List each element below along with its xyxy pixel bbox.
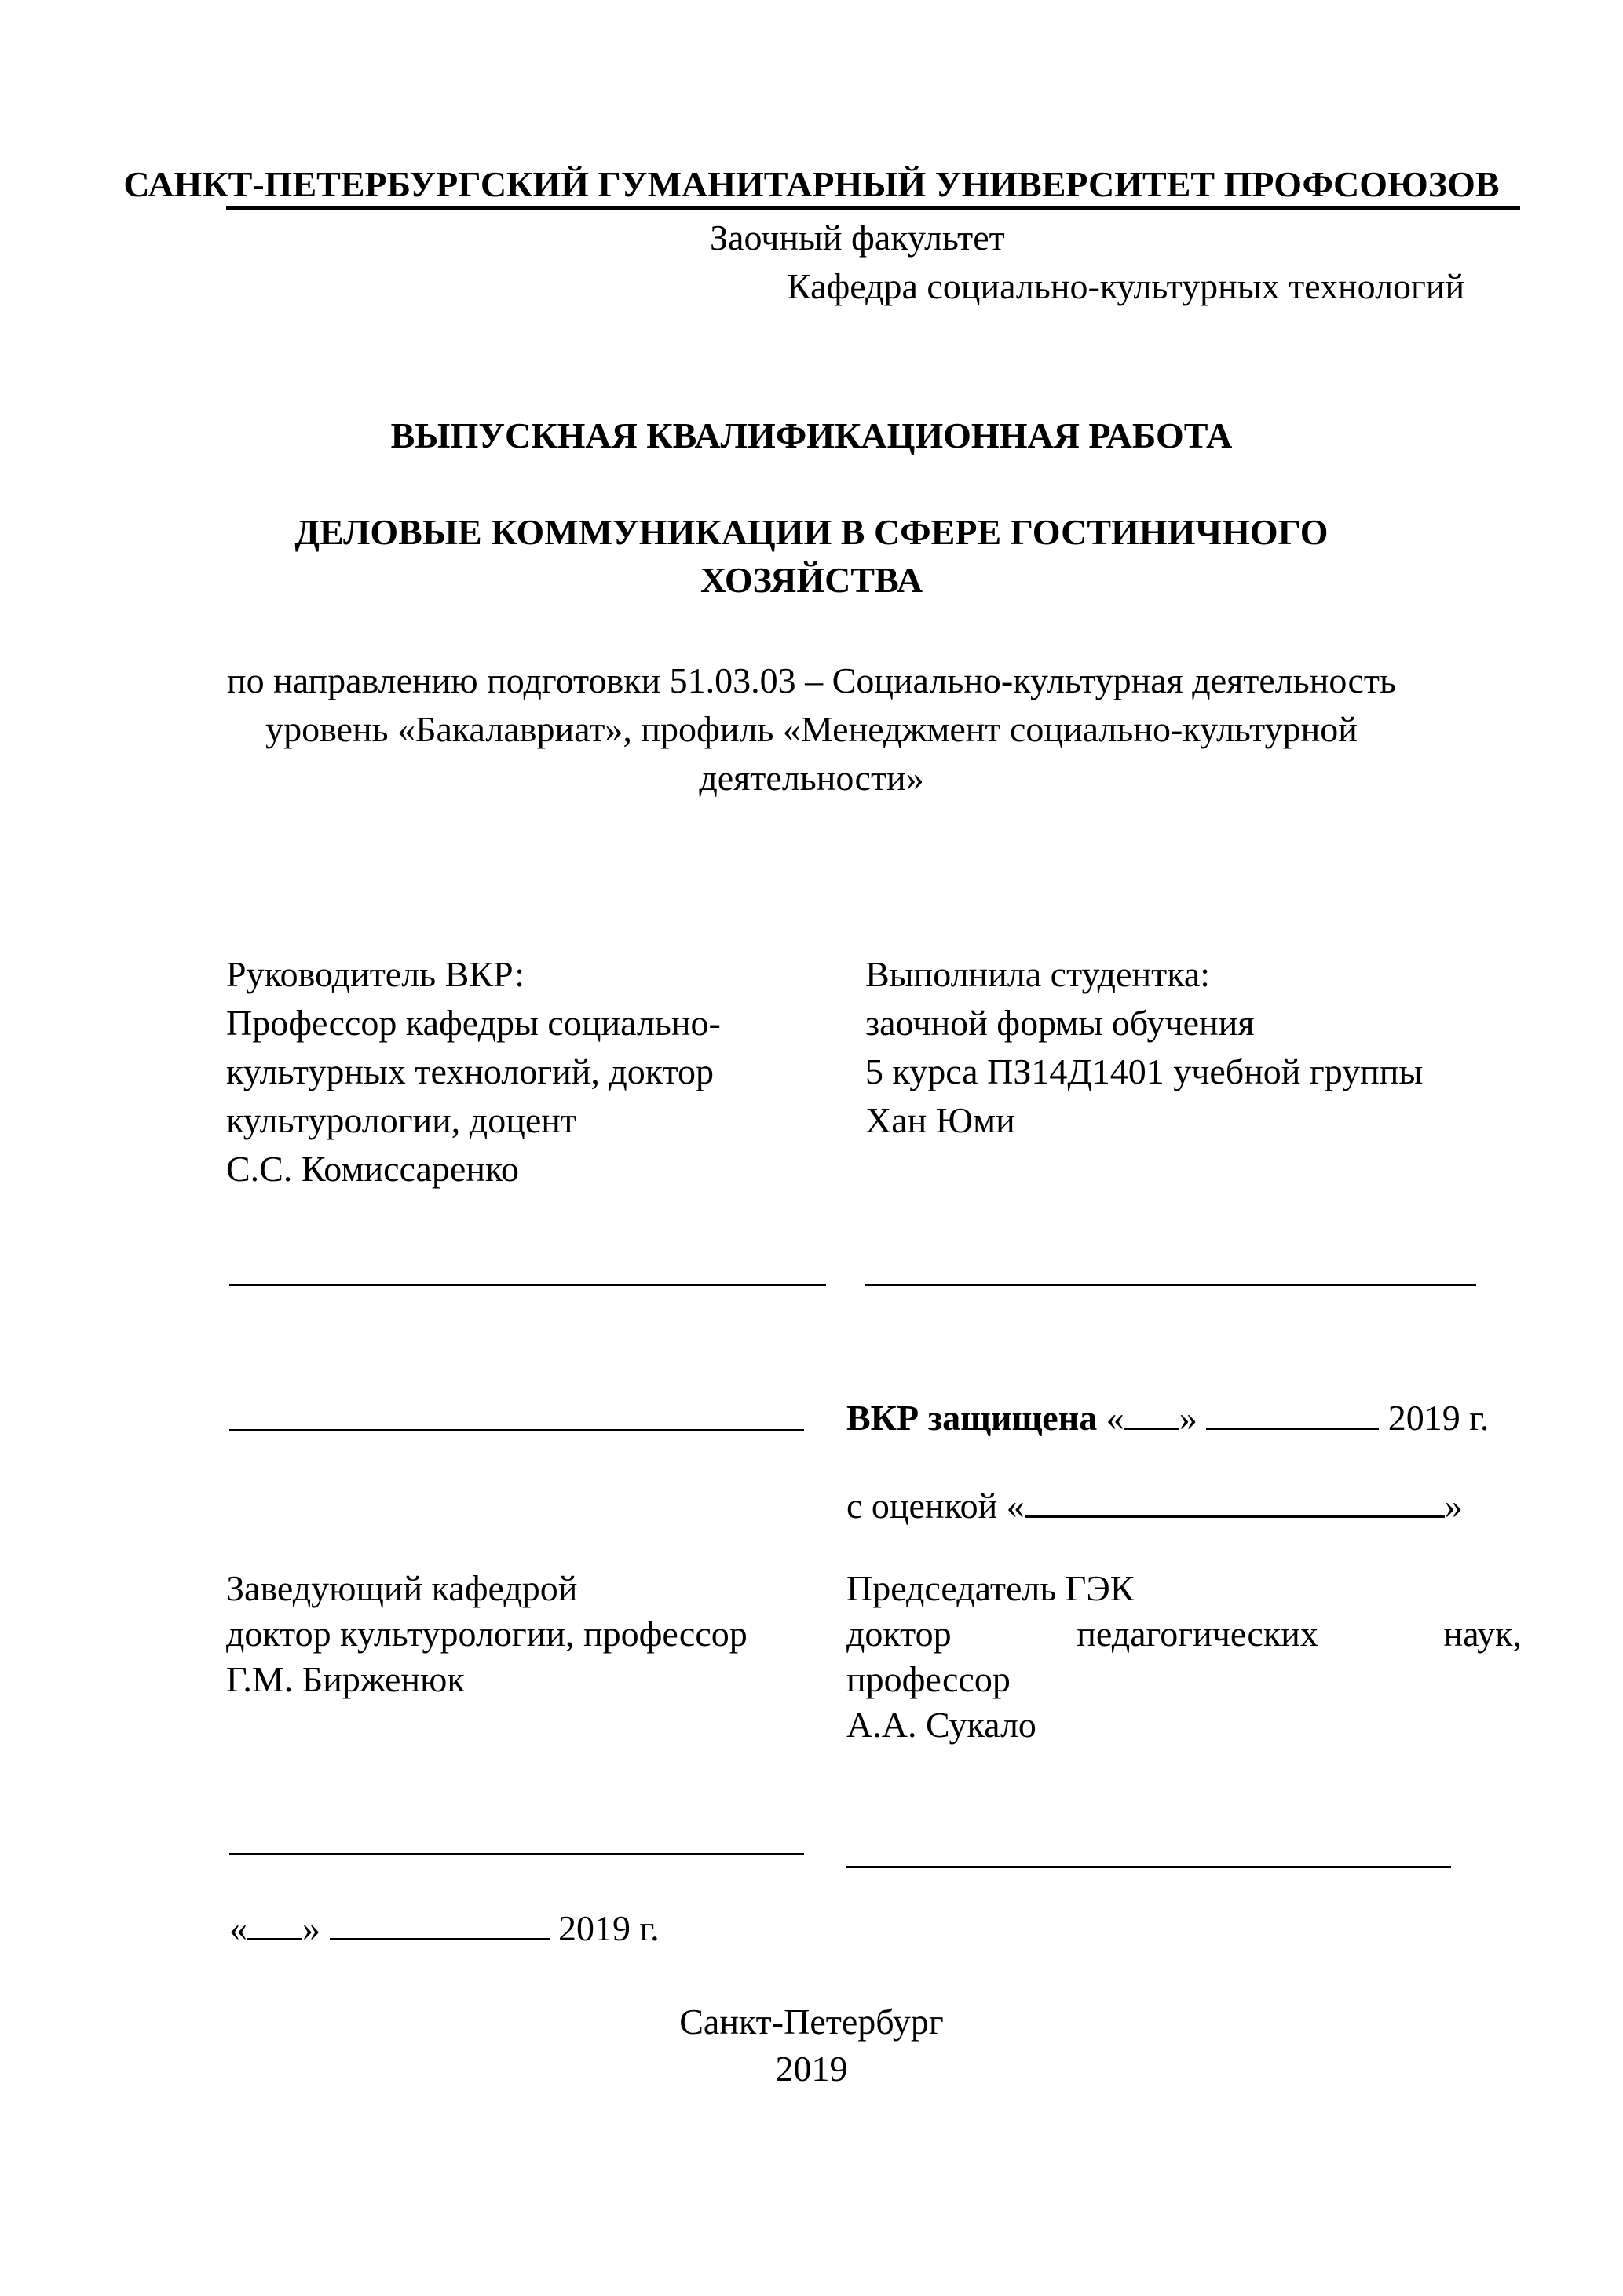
date-year: 2019 г. <box>558 1908 660 1948</box>
topic-title-line2: ХОЗЯЙСТВА <box>700 560 923 600</box>
city: Санкт-Петербург <box>679 2002 944 2042</box>
student-name: Хан Юми <box>865 1100 1015 1140</box>
chair-line: профессор <box>846 1659 1011 1699</box>
chair-signature-line <box>846 1866 1451 1868</box>
supervisor-line: Профессор кафедры социально- <box>226 1003 721 1043</box>
date-month-blank <box>330 1910 550 1940</box>
date-line: « » 2019 г. <box>229 1908 660 1948</box>
signature-line <box>229 1429 804 1431</box>
student-label: Выполнила студентка: <box>865 954 1211 994</box>
defense-month-blank <box>1206 1399 1379 1430</box>
grade-close-quote: » <box>1444 1486 1463 1526</box>
head-line: доктор культурологии, профессор <box>226 1614 748 1654</box>
grade-line <box>846 1487 1463 1524</box>
chair-degree: доктор педагогических наук, <box>846 1614 1522 1654</box>
head-line: Заведующий кафедрой <box>226 1568 578 1608</box>
student-signature-line <box>865 1284 1476 1286</box>
defense-line <box>846 1399 1489 1436</box>
date-day-blank <box>247 1910 302 1940</box>
student-line: 5 курса ПЗ14Д1401 учебной группы <box>865 1051 1424 1091</box>
supervisor-line: культурных технологий, доктор <box>226 1051 714 1091</box>
header-divider <box>226 206 1520 210</box>
defense-label: ВКР защищена <box>846 1398 1098 1438</box>
student-line: заочной формы обучения <box>865 1003 1255 1043</box>
university-name: САНКТ-ПЕТЕРБУРГСКИЙ ГУМАНИТАРНЫЙ УНИВЕРСИТЕТ ПРОФСОЮЗОВ <box>123 164 1500 204</box>
program-line3: деятельности» <box>699 758 924 798</box>
defense-open-quote: « <box>1106 1398 1124 1438</box>
chair-label: Председатель ГЭК <box>846 1568 1135 1608</box>
year: 2019 <box>775 2049 848 2089</box>
supervisor-label: Руководитель ВКР: <box>226 954 525 994</box>
defense-close-quote: » <box>1179 1398 1197 1438</box>
work-type-title: ВЫПУСКНАЯ КВАЛИФИКАЦИОННАЯ РАБОТА <box>390 415 1233 455</box>
department-name: Кафедра социально-культурных технологий <box>787 266 1465 306</box>
program-line2: уровень «Бакалавриат», профиль «Менеджмент социально-культурной <box>265 709 1358 749</box>
head-signature-line <box>229 1853 804 1855</box>
supervisor-signature-line <box>229 1284 826 1286</box>
supervisor-line: культурологии, доцент <box>226 1100 576 1140</box>
faculty-name: Заочный факультет <box>710 218 1005 258</box>
grade-blank <box>1025 1487 1445 1518</box>
supervisor-name: С.С. Комиссаренко <box>226 1149 519 1189</box>
defense-day-blank <box>1124 1399 1179 1430</box>
topic-title-line1: ДЕЛОВЫЕ КОММУНИКАЦИИ В СФЕРЕ ГОСТИНИЧНОГО <box>294 512 1329 552</box>
defense-year: 2019 г. <box>1387 1398 1490 1438</box>
grade-label: с оценкой « <box>846 1486 1025 1526</box>
program-line1: по направлению подготовки 51.03.03 – Социально-культурная деятельность <box>226 660 1396 700</box>
head-name: Г.М. Бирженюк <box>226 1659 465 1699</box>
chair-name: А.А. Сукало <box>846 1705 1036 1745</box>
